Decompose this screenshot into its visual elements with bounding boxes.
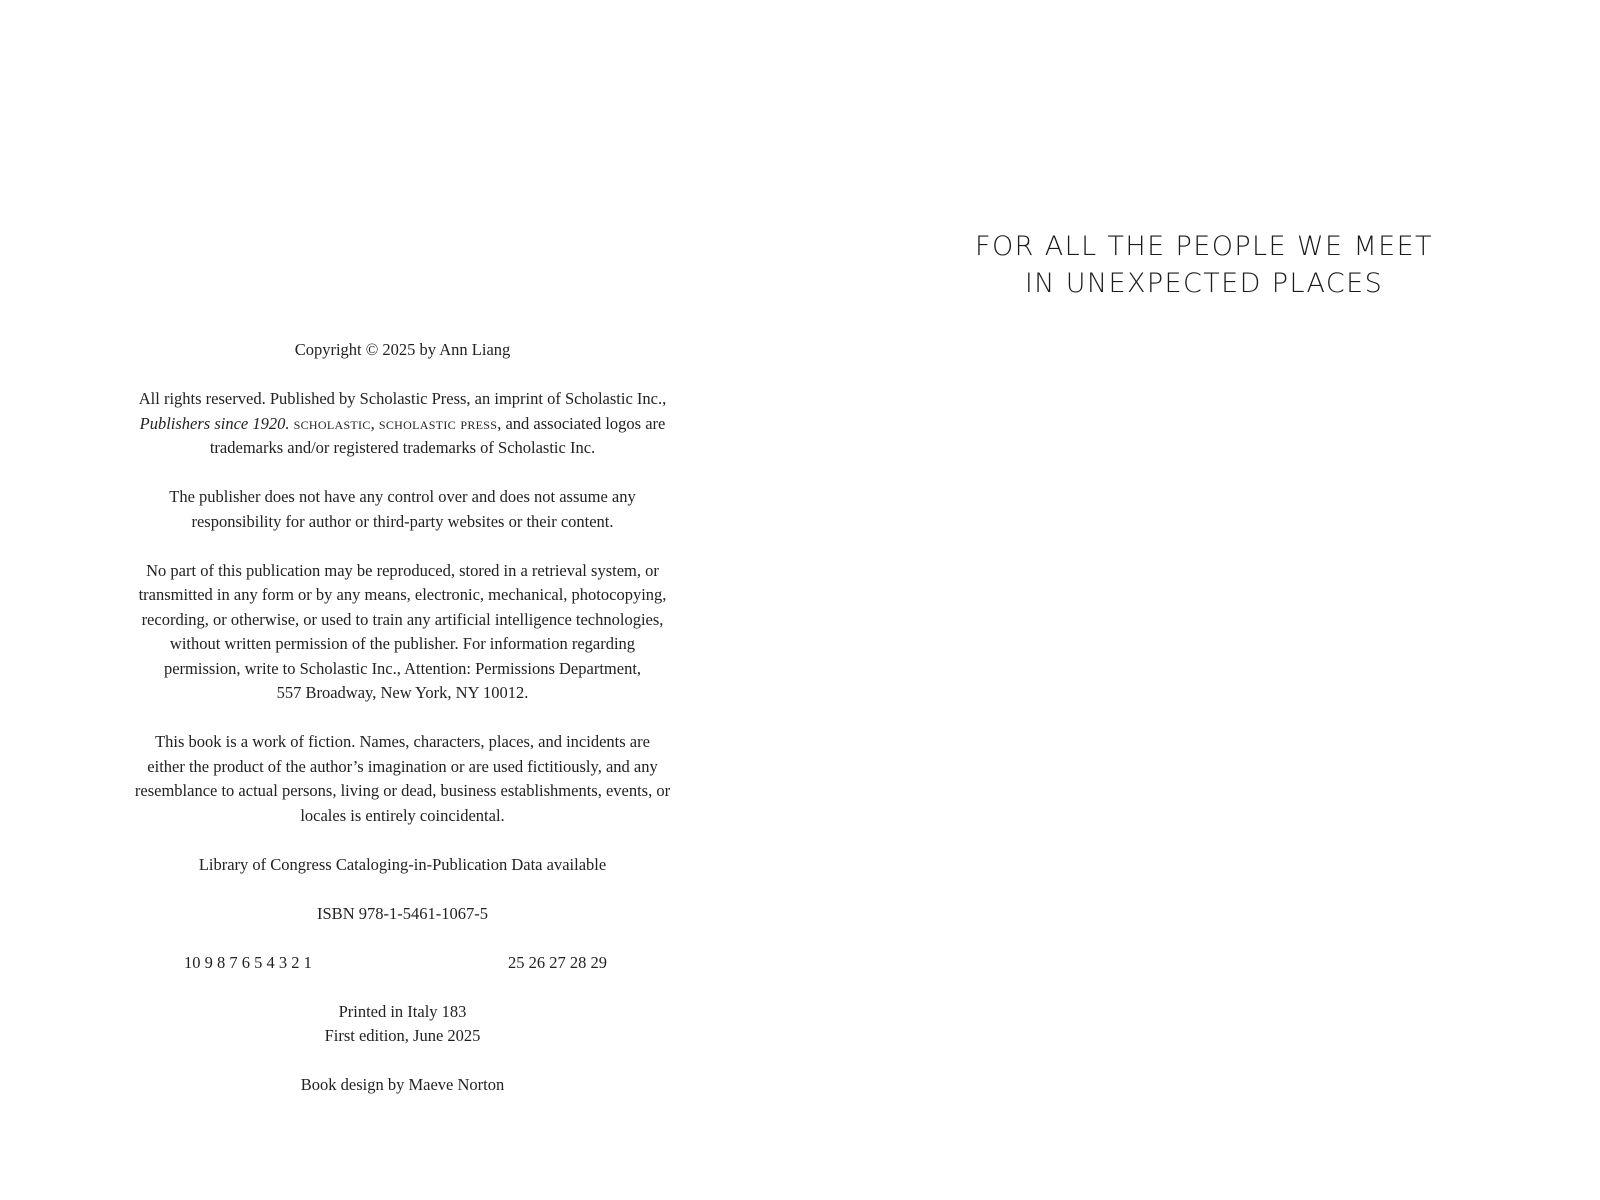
fiction-line: either the product of the author’s imagination or are used fictitiously, and any bbox=[147, 756, 658, 776]
trademark-scholastic: scholastic bbox=[293, 413, 371, 433]
copyright-line: Copyright © 2025 by Ann Liang bbox=[294, 340, 511, 359]
isbn: ISBN 978-1-5461-1067-5 bbox=[317, 903, 488, 923]
disclaimer-line: responsibility for author or third-party websites or their content. bbox=[191, 511, 614, 531]
reproduction-line: permission, write to Scholastic Inc., Attention: Permissions Department, bbox=[163, 658, 642, 678]
printing-numbers-row bbox=[110, 951, 695, 976]
cip-data: Library of Congress Cataloging-in-Publication Data available bbox=[198, 854, 607, 874]
fiction-notice bbox=[110, 730, 695, 828]
reproduction-line: transmitted in any form or by any means, electronic, mechanical, photocopying, bbox=[138, 585, 667, 604]
trademark-separator: , bbox=[370, 413, 379, 433]
printed-in: Printed in Italy 183 bbox=[338, 1001, 467, 1021]
rights-line-3: trademarks and/or registered trademarks of Scholastic Inc. bbox=[209, 438, 596, 457]
dedication-page bbox=[900, 228, 1508, 302]
printing-info bbox=[110, 1000, 695, 1049]
disclaimer-line: The publisher does not have any control over and does not assume any bbox=[169, 487, 636, 506]
reproduction-notice bbox=[110, 559, 695, 706]
reproduction-line: recording, or otherwise, or used to train any artificial intelligence technologies, bbox=[141, 609, 664, 629]
printing-line: 10 9 8 7 6 5 4 3 2 1 bbox=[184, 952, 312, 972]
publishers-since: Publishers since 1920. bbox=[139, 413, 290, 433]
reproduction-line: without written permission of the publisher. For information regarding bbox=[169, 634, 636, 653]
rights-line-2-rest: , and associated logos are bbox=[497, 413, 666, 433]
year-line: 25 26 27 28 29 bbox=[508, 952, 607, 972]
copyright-page bbox=[110, 338, 695, 1122]
dedication-line: FOR ALL THE PEOPLE WE MEET bbox=[975, 231, 1433, 262]
design-credit: Book design by Maeve Norton bbox=[300, 1075, 505, 1094]
trademark-scholastic-press: scholastic press bbox=[378, 413, 498, 433]
fiction-line: locales is entirely coincidental. bbox=[300, 805, 505, 825]
fiction-line: resemblance to actual persons, living or dead, business establishments, events, or bbox=[134, 781, 671, 800]
reproduction-line: No part of this publication may be reproduced, stored in a retrieval system, or bbox=[146, 560, 659, 580]
fiction-line: This book is a work of fiction. Names, characters, places, and incidents are bbox=[155, 732, 650, 751]
rights-reserved-paragraph bbox=[110, 387, 695, 461]
publisher-disclaimer bbox=[110, 485, 695, 534]
rights-line-1: All rights reserved. Published by Scholastic Press, an imprint of Scholastic Inc., bbox=[138, 389, 667, 408]
reproduction-line: 557 Broadway, New York, NY 10012. bbox=[276, 683, 529, 702]
edition: First edition, June 2025 bbox=[324, 1026, 481, 1045]
dedication-line: IN UNEXPECTED PLACES bbox=[1024, 268, 1384, 299]
